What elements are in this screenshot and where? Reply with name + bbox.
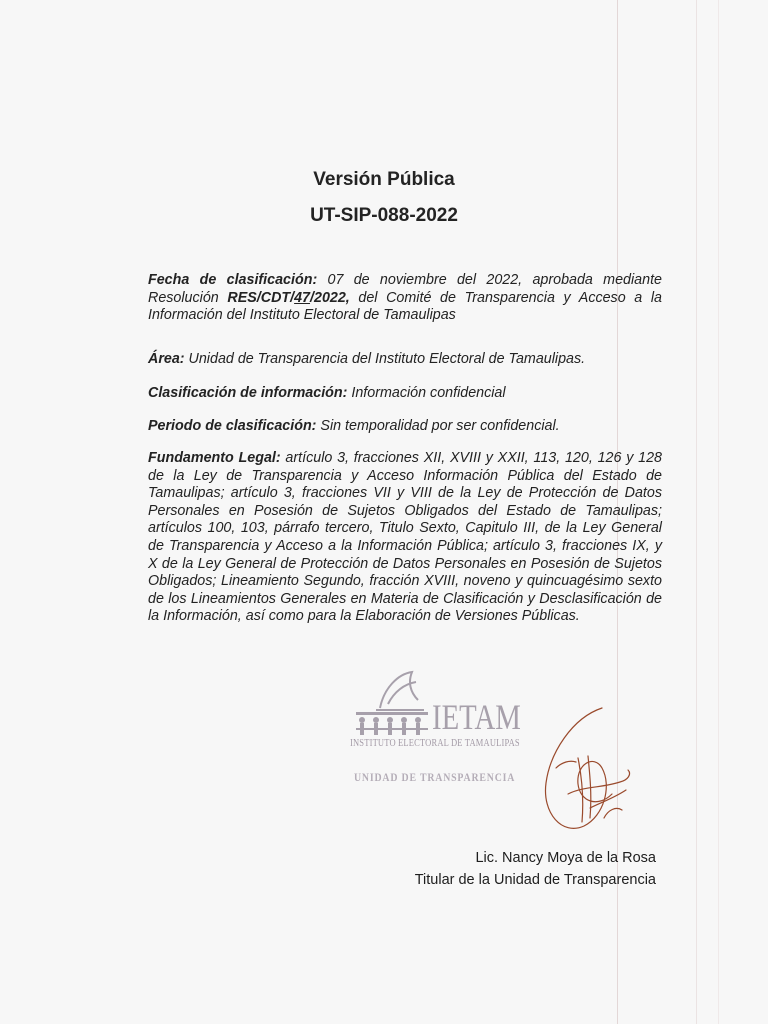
- stamp-institute: INSTITUTO ELECTORAL DE TAMAULIPAS: [350, 738, 520, 749]
- fundamento-value: artículo 3, fracciones XII, XVIII y XXII, 113, 120, 126 y 128 de la Ley de Transparencia y Acceso Información Pública del Estado de Tamaulipas; artículo 3, fracciones VII y VIII de la Ley de Protección de Datos Personales en Posesión de Sujetos Obligados del Estado de Tamaulipas; artículos 100, 103, párrafo tercero, Titulo Sexto, Capitulo III, de la Ley General de Transparencia y Acceso a la Información Pública; artículo 3, fracciones IX, y X de la Ley General de Protección de Datos Personales en Posesión de Sujetos Obligados; Lineamiento Segundo, fracción XVIII, noveno y quincuagésimo sexto de los Lineamientos Generales en Materia de Clasificación y Desclasificación de la Información, así como para la Elaboración de Versiones Públicas.: [148, 450, 662, 625]
- ietam-stamp: [350, 668, 530, 793]
- area-paragraph: [148, 351, 662, 369]
- scan-artifact-line: [696, 0, 697, 1024]
- resolution-prefix: RES/CDT/: [227, 289, 295, 306]
- handwritten-signature: [532, 698, 642, 848]
- scan-artifact-line: [718, 0, 719, 1024]
- signer-name: Lic. Nancy Moya de la Rosa: [475, 850, 656, 866]
- document-code: UT-SIP-088-2022: [310, 205, 458, 226]
- resolution-suffix: /2022,: [310, 289, 350, 306]
- fecha-text: 07 de noviembre del 2022, aprobada mediante Resolución: [148, 272, 662, 306]
- document-title: Versión Pública: [313, 169, 455, 190]
- fecha-text-end: del Comité de Transparencia y Acceso a la Información del Instituto Electoral de Tamaulipas: [148, 289, 663, 324]
- periodo-value: Sin temporalidad por ser confidencial.: [316, 418, 560, 434]
- area-label: Área:: [148, 351, 185, 367]
- clasificacion-label: Clasificación de información:: [148, 385, 348, 401]
- clasificacion-value: Información confidencial: [347, 385, 506, 401]
- periodo-label: Periodo de clasificación:: [148, 418, 317, 434]
- stamp-unit: UNIDAD DE TRANSPARENCIA: [354, 770, 516, 784]
- periodo-paragraph: [148, 418, 662, 436]
- fecha-clasificacion-paragraph: [148, 272, 662, 325]
- stamp-brand: IETAM: [432, 697, 521, 737]
- fundamento-legal-paragraph: [148, 450, 662, 626]
- signer-position: Titular de la Unidad de Transparencia: [414, 872, 656, 888]
- fecha-label: Fecha de clasificación:: [148, 272, 318, 288]
- fundamento-label: Fundamento Legal:: [148, 450, 281, 466]
- resolution-number: 47: [294, 289, 311, 306]
- clasificacion-paragraph: [148, 385, 662, 403]
- area-value: Unidad de Transparencia del Instituto Electoral de Tamaulipas.: [184, 351, 586, 367]
